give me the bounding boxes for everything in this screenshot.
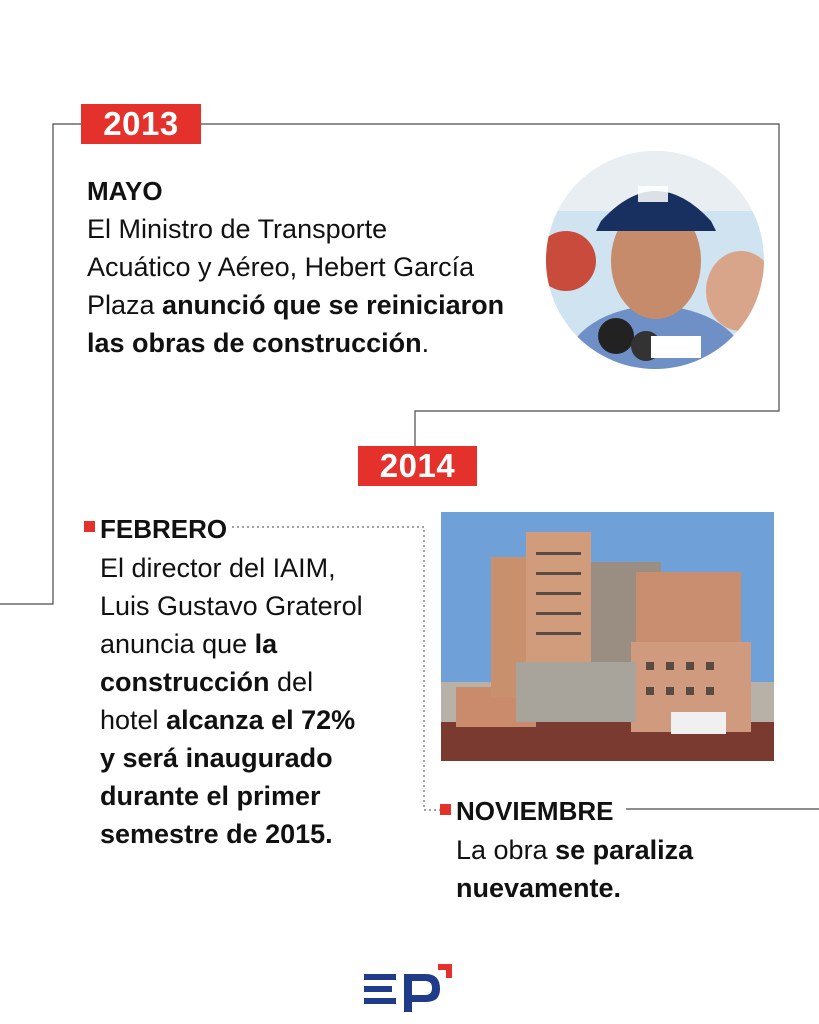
mayo-text-line (87, 210, 547, 248)
febrero-text-bold-segment: alcanza el 72% (166, 705, 356, 735)
febrero-text-line (100, 701, 420, 739)
febrero-text-bold-segment: semestre de 2015. (100, 819, 333, 849)
febrero-text-bold-segment: y será inaugurado (100, 743, 333, 773)
noviembre-text-line (456, 869, 776, 907)
febrero-text-line (100, 663, 420, 701)
noviembre-text-line (456, 831, 776, 869)
mayo-text-segment: Plaza (87, 290, 163, 320)
month-febrero: FEBRERO (100, 514, 228, 544)
febrero-text-segment: El director del IAIM, (100, 553, 336, 583)
febrero-text-bold-segment: durante el primer (100, 781, 321, 811)
noviembre-text-bold-segment: nuevamente. (456, 873, 622, 903)
month-noviembre: NOVIEMBRE (456, 796, 614, 826)
febrero-text-line (100, 815, 420, 853)
building-photo (441, 512, 774, 761)
febrero-text-line (100, 625, 420, 663)
year-badge-2013: 2013 (81, 104, 201, 144)
mayo-text-segment: El Ministro de Transporte (87, 214, 388, 244)
mayo-text-line (87, 286, 547, 324)
ep-logo (364, 962, 456, 1014)
year-badge-2014: 2014 (358, 446, 477, 486)
mayo-text-bold-segment: anunció que se reiniciaron (162, 290, 505, 320)
mayo-text-line (87, 324, 547, 362)
mayo-text-segment: Acuático y Aéreo, Hebert García (87, 252, 475, 282)
febrero-text-segment: Luis Gustavo Graterol (100, 591, 363, 621)
event-text-noviembre (456, 831, 776, 907)
febrero-text-bold-segment: la (254, 629, 278, 659)
bullet-febrero (84, 521, 95, 532)
month-mayo: MAYO (87, 176, 163, 206)
febrero-text-segment: del (269, 667, 314, 697)
bullet-noviembre (440, 804, 451, 815)
febrero-text-bold-segment: construcción (100, 667, 270, 697)
portrait-photo (546, 151, 764, 369)
mayo-text-bold-segment: las obras de construcción (87, 328, 422, 358)
febrero-text-line (100, 587, 420, 625)
febrero-text-line (100, 549, 420, 587)
febrero-text-line (100, 739, 420, 777)
event-text-mayo (87, 210, 547, 362)
mayo-text-segment: . (421, 328, 430, 358)
mayo-text-line (87, 248, 547, 286)
febrero-text-line (100, 777, 420, 815)
noviembre-text-bold-segment: se paraliza (555, 835, 694, 865)
connector-2013 (0, 124, 81, 604)
febrero-text-segment: anuncia que (100, 629, 255, 659)
noviembre-text-segment: La obra (456, 835, 556, 865)
febrero-text-segment: hotel (100, 705, 167, 735)
event-text-febrero (100, 549, 420, 853)
